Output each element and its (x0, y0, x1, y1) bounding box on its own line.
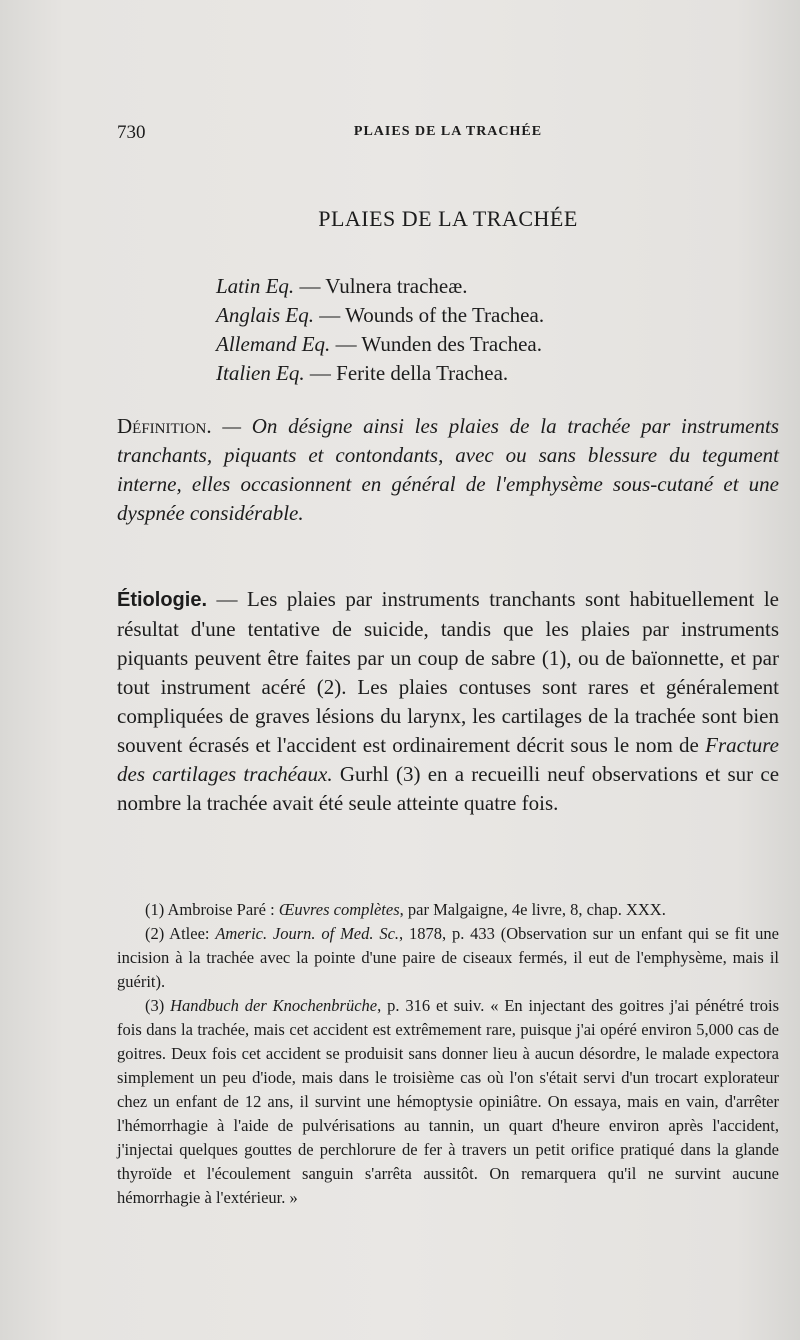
equivalent-german (216, 330, 736, 359)
equivalent-italian (216, 359, 736, 388)
footnote-3 (117, 994, 779, 1210)
equivalent-label: Italien Eq. (216, 361, 305, 385)
etiology-heading: Étiologie. (117, 589, 207, 611)
etiology-italic-term: Fracture des cartilages trachéaux. (117, 733, 779, 786)
etiology-paragraph (117, 585, 779, 818)
equivalent-text: — Wunden des Trachea. (330, 332, 542, 356)
language-equivalents (216, 272, 736, 388)
definition-heading: Définition. (117, 414, 212, 438)
equivalent-label: Allemand Eq. (216, 332, 331, 356)
equivalent-text: — Wounds of the Trachea. (314, 303, 545, 327)
definition-text: — On désigne ainsi les plaies de la trachée par instruments tranchants, piquants et contondants, avec ou sans blessure du tegument interne, elles occasionnent en général de l'emphysème sous-cutané et une dyspnée considérable. (117, 414, 779, 525)
footnote-text: , 1878, p. 433 (Observation sur un enfant qui se fit une incision à la trachée avec la pointe d'une paire de ciseaux fermés, il eut de l'emphysème, mais il guérit). (117, 924, 779, 991)
footnote-text: (3) (145, 996, 171, 1015)
equivalent-label: Latin Eq. (216, 274, 295, 298)
footnote-citation-title: Œuvres complètes (278, 900, 400, 919)
etiology-text-a: — Les plaies par instruments tranchants sont habituellement le résultat d'une tentative de suicide, tandis que les plaies par instruments piquants peuvent être faites par un coup de sabre (1), ou de baïonnette, et par tout instrument acéré (2). Les plaies contuses sont rares et généralement compliquées de graves lésions du larynx, les cartilages de la trachée sont bien souvent écrasés et l'accident est ordinairement décrit sous le nom de (117, 587, 779, 757)
equivalent-text: — Ferite della Trachea. (304, 361, 509, 385)
footnote-text: (1) Ambroise Paré : (145, 900, 279, 919)
footnote-text: , p. 316 et suiv. « En injectant des goitres j'ai pénétré trois fois dans la trachée, mais cet accident est extrêmement rare, puisque j'ai opéré environ 5,000 cas de goitres. Deux fois cet accident se produisit sans donner lieu à aucun désordre, le malade expectora simplement un peu d'iode, mais dans le troisième cas où l'on s'était servi d'un trocart explorateur chez un enfant de 12 ans, il survint une hémoptysie opiniâtre. On essaya, mais en vain, d'arrêter l'hémorrhagie à l'aide de pulvérisations au tannin, un quart d'heure environ après l'accident, j'injectai quelques gouttes de perchlorure de fer à travers un petit orifice pratiqué dans la glande thyroïde et l'écoulement sanguin s'arrêta aussitôt. On remarquera qu'il ne survint aucune hémorrhagie à l'extérieur. » (117, 996, 779, 1207)
equivalent-latin (216, 272, 736, 301)
etiology-text-b: Gurhl (3) en a recueilli neuf observations et sur ce nombre la trachée avait été seule atteinte quatre fois. (117, 762, 780, 815)
equivalent-english (216, 301, 736, 330)
equivalent-label: Anglais Eq. (216, 303, 314, 327)
footnote-citation-title: Handbuch der Knochenbrüche (170, 996, 378, 1015)
definition-paragraph (117, 412, 779, 528)
page-number: 730 (117, 122, 146, 143)
footnote-citation-title: Americ. Journ. of Med. Sc. (215, 924, 400, 943)
running-title: PLAIES DE LA TRACHÉE (353, 124, 543, 139)
footnotes (117, 898, 779, 1210)
footnote-1 (117, 898, 779, 922)
footnote-2 (117, 922, 779, 994)
page-header (117, 122, 779, 148)
equivalent-text: — Vulnera tracheæ. (294, 274, 468, 298)
footnote-text: , par Malgaigne, 4e livre, 8, chap. XXX. (399, 900, 666, 919)
footnote-text: (2) Atlee: (145, 924, 216, 943)
chapter-title: PLAIES DE LA TRACHÉE (318, 206, 578, 231)
